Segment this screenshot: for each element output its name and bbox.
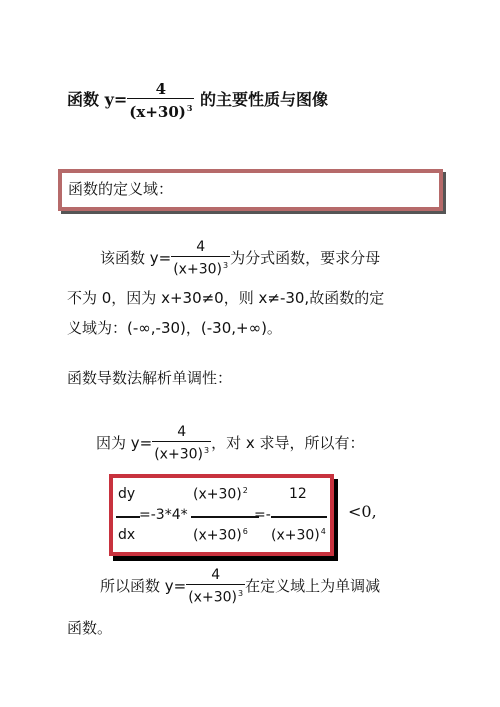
para3-line2: 函数。 [67, 619, 113, 637]
deriv-den1-power: 6 [242, 527, 248, 536]
deriv-den1-base: (x+30) [193, 527, 242, 544]
deriv-middle: =-3*4* [139, 507, 188, 523]
deriv-num1-power: 2 [242, 486, 248, 495]
para1-suffix: 为分式函数，要求分母 [230, 248, 381, 267]
para1-denominator: (x+30) [173, 261, 222, 278]
deriv-num1-base: (x+30) [193, 486, 242, 503]
para1-numerator: 4 [196, 239, 206, 255]
deriv-bar-dydx [116, 516, 140, 518]
para1-line3: 义域为：(-∞,-30)，(-30,+∞)。 [67, 319, 282, 337]
monotonicity-heading: 函数导数法解析单调性： [67, 369, 233, 387]
domain-heading: 函数的定义域： [68, 180, 174, 198]
deriv-eq2: =- [254, 507, 271, 523]
deriv-den2-base: (x+30) [271, 527, 320, 544]
deriv-den2 [271, 527, 326, 544]
para3-fraction [186, 566, 245, 607]
para2-numerator: 4 [177, 424, 187, 440]
deriv-num1 [193, 486, 248, 503]
para2-power: 3 [203, 446, 210, 455]
para1-line1 [100, 238, 380, 279]
title-suffix: 的主要性质与图像 [200, 90, 329, 109]
para2-line [96, 423, 365, 464]
page-title [67, 80, 328, 121]
para3-denominator: (x+30) [188, 589, 237, 606]
deriv-dy: dy [118, 486, 136, 502]
para2-prefix: 因为 y= [96, 433, 153, 452]
title-prefix: 函数 y= [67, 90, 128, 109]
title-numerator: 4 [155, 80, 167, 98]
deriv-bar-2 [271, 516, 327, 518]
para2-denominator: (x+30) [154, 446, 203, 463]
para3-power: 3 [237, 589, 244, 598]
deriv-den2-power: 4 [320, 527, 326, 536]
para2-suffix: ，对 x 求导，所以有： [211, 433, 365, 452]
para1-line2: 不为 0，因为 x+30≠0，则 x≠-30,故函数的定 [67, 289, 385, 307]
para3-line1 [100, 566, 380, 607]
deriv-bar-1 [191, 516, 259, 518]
title-fraction [127, 80, 194, 121]
para1-prefix: 该函数 y= [100, 248, 172, 267]
para3-suffix: 在定义域上为单调减 [245, 576, 381, 595]
deriv-dx: dx [118, 527, 136, 543]
deriv-num2: 12 [289, 486, 307, 502]
title-denominator: (x+30) [129, 103, 186, 121]
para1-power: 3 [222, 261, 229, 270]
para2-fraction [152, 423, 211, 464]
title-power: 3 [186, 103, 193, 113]
para1-fraction [171, 238, 230, 279]
derivative-box [109, 474, 334, 556]
para3-numerator: 4 [211, 567, 221, 583]
para3-prefix: 所以函数 y= [100, 576, 187, 595]
deriv-less-than-zero: <0, [348, 502, 377, 521]
deriv-den1 [193, 527, 248, 544]
